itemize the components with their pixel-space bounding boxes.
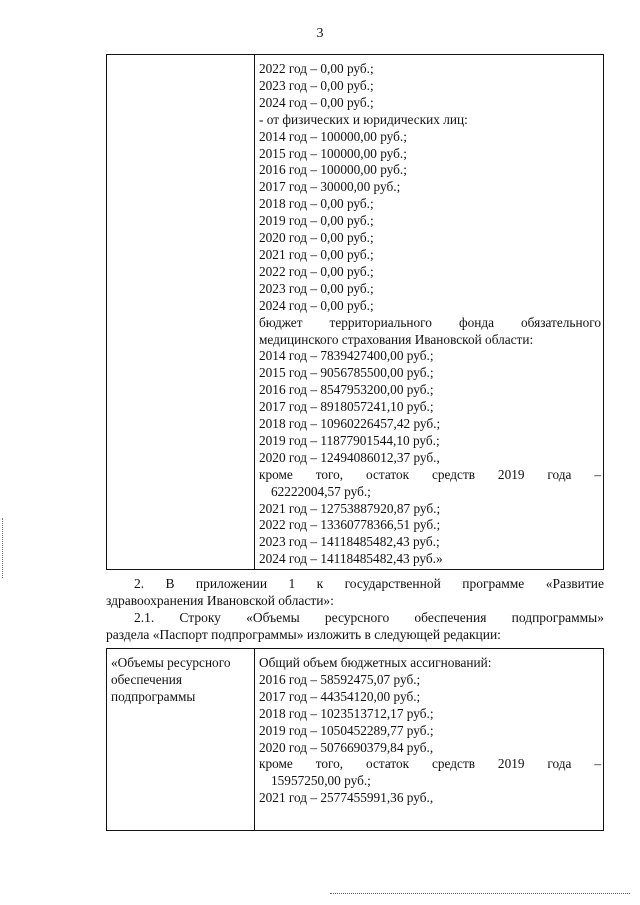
row-label-line: «Объемы ресурсного	[111, 655, 231, 670]
budget-line: 2016 год – 58592475,07 руб.;	[259, 671, 421, 687]
table-column-divider	[254, 55, 255, 569]
budget-line: 2019 год – 0,00 руб.;	[259, 213, 374, 229]
paragraph-2-1-line-2: раздела «Паспорт подпрограммы» изложить в следующей редакции:	[106, 627, 501, 642]
budget-line: 2021 год – 0,00 руб.;	[259, 246, 374, 262]
paragraph-2-line-2: здравоохранения Ивановской области»:	[106, 593, 334, 608]
budget-total-heading: Общий объем бюджетных ассигнований:	[259, 655, 492, 670]
budget-line: 2018 год – 0,00 руб.;	[259, 196, 374, 212]
budget-line: 2020 год – 12494086012,37 руб.,	[259, 449, 440, 465]
budget-line: 2022 год – 0,00 руб.;	[259, 263, 374, 279]
subprogram-resources-table	[106, 648, 604, 831]
subprogram-budget-cell	[259, 655, 601, 807]
scan-artifact-left	[2, 518, 5, 578]
budget-line: 2017 год – 44354120,00 руб.;	[259, 688, 421, 704]
budget-line: 2018 год – 1023513712,17 руб.;	[259, 705, 434, 721]
budget-line: 2014 год – 7839427400,00 руб.;	[259, 348, 434, 364]
budget-line: 2016 год – 8547953200,00 руб.;	[259, 382, 434, 398]
budget-source-heading: - от физических и юридических лиц:	[259, 111, 468, 127]
budget-note-line: 62222004,57 руб.;	[271, 483, 371, 499]
budget-line: 2021 год – 2577455991,36 руб.,	[259, 790, 434, 806]
paragraph-2	[106, 575, 604, 609]
budget-line: 2022 год – 13360778366,51 руб.;	[259, 517, 441, 533]
budget-line: 2019 год – 1050452289,77 руб.;	[259, 722, 434, 738]
budget-line: 2018 год – 10960226457,42 руб.;	[259, 416, 441, 432]
budget-source-heading: бюджет территориального фонда обязательного	[259, 314, 601, 330]
budget-line: 2020 год – 5076690379,84 руб.,	[259, 739, 434, 755]
row-label-line: обеспечения	[111, 671, 182, 687]
budget-line: 2024 год – 0,00 руб.;	[259, 297, 374, 313]
budget-line: 2017 год – 8918057241,10 руб.;	[259, 399, 434, 415]
table-column-divider	[254, 649, 255, 830]
row-label-cell	[111, 655, 251, 706]
budget-line: 2023 год – 0,00 руб.;	[259, 280, 374, 296]
budget-line: 2014 год – 100000,00 руб.;	[259, 128, 407, 144]
budget-source-heading: медицинского страхования Ивановской области:	[259, 331, 534, 347]
budget-details-cell	[259, 61, 601, 568]
budget-line: 2023 год – 14118485482,43 руб.;	[259, 534, 440, 550]
budget-line: 2024 год – 0,00 руб.;	[259, 94, 374, 110]
budget-line: 2021 год – 12753887920,87 руб.;	[259, 500, 441, 516]
budget-note-line: кроме того, остаток средств 2019 года –	[259, 756, 601, 772]
budget-note-line: кроме того, остаток средств 2019 года –	[259, 466, 601, 482]
budget-line: 2015 год – 9056785500,00 руб.;	[259, 365, 434, 381]
budget-line: 2015 год – 100000,00 руб.;	[259, 145, 407, 161]
scan-artifact-bottom	[330, 893, 630, 897]
budget-line: 2017 год – 30000,00 руб.;	[259, 179, 401, 195]
budget-line: 2023 год – 0,00 руб.;	[259, 77, 374, 93]
row-label-line: подпрограммы	[111, 688, 196, 704]
budget-line: 2022 год – 0,00 руб.;	[259, 61, 374, 76]
page-number: 3	[316, 26, 324, 41]
budget-line: 2020 год – 0,00 руб.;	[259, 230, 374, 246]
paragraph-2-1-line-1: 2.1. Строку «Объемы ресурсного обеспечения подпрограммы»	[134, 610, 604, 625]
budget-note-line: 15957250,00 руб.;	[271, 773, 371, 789]
paragraph-2-1	[106, 609, 604, 643]
budget-line: 2016 год – 100000,00 руб.;	[259, 162, 407, 178]
budget-line: 2024 год – 14118485482,43 руб.»	[259, 551, 443, 567]
budget-line: 2019 год – 11877901544,10 руб.;	[259, 432, 440, 448]
paragraph-2-line-1: 2. В приложении 1 к государственной программе «Развитие	[134, 576, 604, 591]
budget-table-continued	[106, 54, 604, 570]
